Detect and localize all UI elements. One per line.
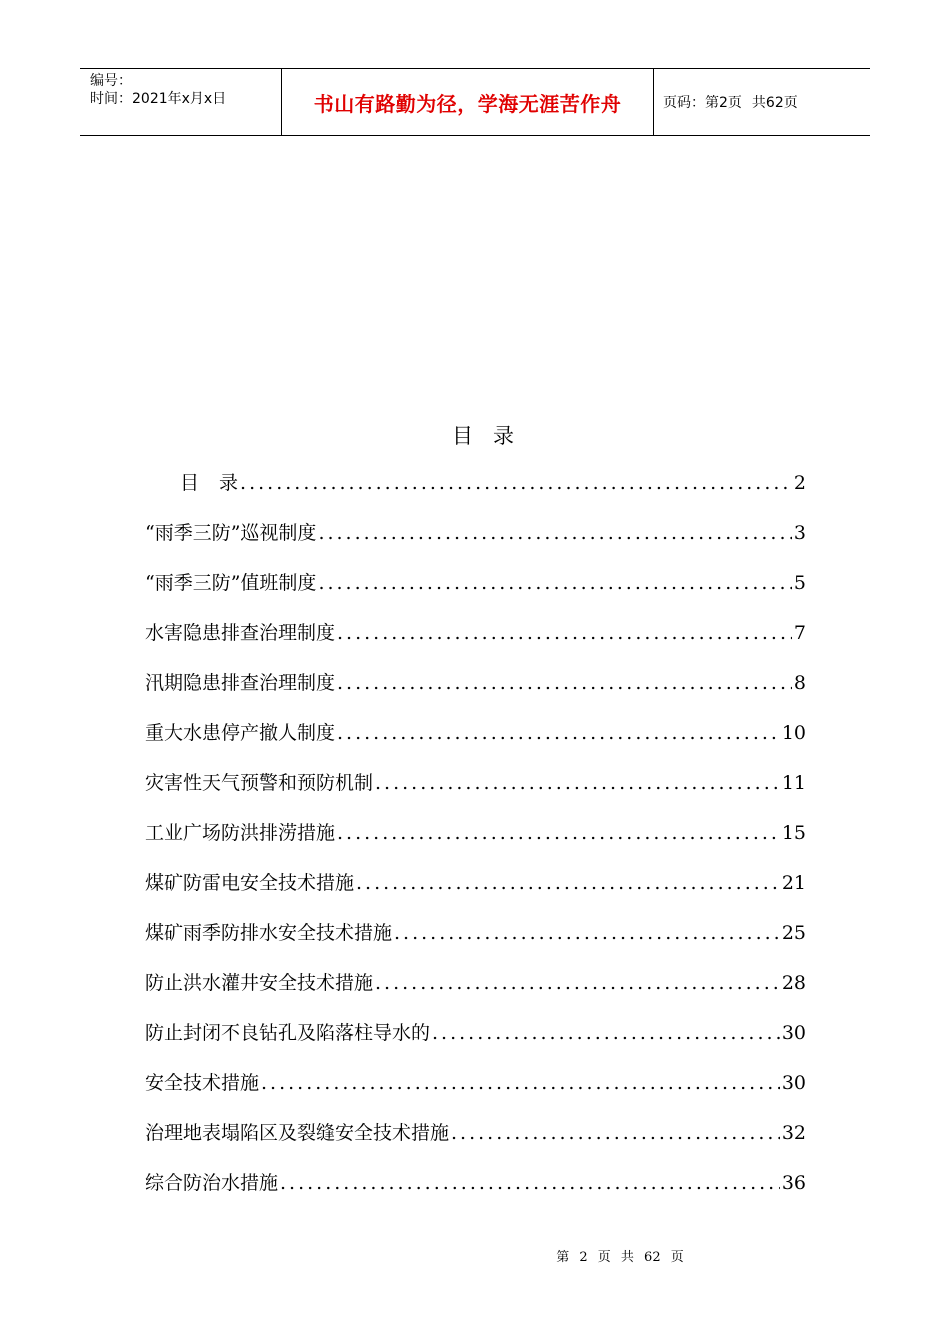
toc-entry-text: 防止洪水灌井安全技术措施 [145, 972, 374, 994]
toc-entry-page: 25 [781, 922, 806, 944]
toc-list [145, 468, 806, 1218]
toc-leader-dots [318, 572, 791, 594]
toc-entry-text: 汛期隐患排查治理制度 [145, 672, 336, 694]
toc-leader-dots [394, 922, 780, 944]
toc-entry[interactable] [145, 1068, 806, 1118]
toc-entry[interactable] [145, 468, 806, 518]
toc-entry-text: 煤矿防雷电安全技术措施 [145, 872, 355, 894]
toc-entry[interactable] [145, 568, 806, 618]
toc-entry-page: 30 [781, 1072, 806, 1094]
toc-entry[interactable] [145, 918, 806, 968]
toc-entry-page: 11 [781, 772, 806, 794]
toc-leader-dots [280, 1172, 780, 1194]
toc-entry-page: 7 [793, 622, 806, 644]
toc-entry[interactable] [145, 1168, 806, 1218]
toc-entry-text: “雨季三防”巡视制度 [145, 522, 317, 544]
toc-entry-text: 安全技术措施 [145, 1072, 260, 1094]
toc-entry[interactable] [145, 518, 806, 568]
toc-entry-text: 灾害性天气预警和预防机制 [145, 772, 374, 794]
toc-entry[interactable] [145, 668, 806, 718]
time-label: 时间：2021年x月x日 [90, 91, 227, 107]
toc-entry-page: 28 [781, 972, 806, 994]
toc-entry[interactable] [145, 818, 806, 868]
toc-entry-text: 防止封闭不良钻孔及陷落柱导水的 [145, 1022, 431, 1044]
toc-leader-dots [451, 1122, 780, 1144]
toc-entry-page: 2 [793, 472, 806, 494]
page-footer: 第 2 页 共 62 页 [556, 1250, 684, 1265]
toc-entry[interactable] [145, 1118, 806, 1168]
toc-entry[interactable] [145, 968, 806, 1018]
document-header [80, 68, 870, 136]
toc-leader-dots [318, 522, 791, 544]
toc-leader-dots [432, 1022, 780, 1044]
header-motto: 书山有路勤为径，学海无涯苦作舟 [282, 69, 654, 135]
toc-title: 目录 [452, 424, 534, 448]
toc-entry-text: 治理地表塌陷区及裂缝安全技术措施 [145, 1122, 450, 1144]
header-info-cell [80, 69, 282, 135]
toc-entry[interactable] [145, 718, 806, 768]
toc-entry[interactable] [145, 1018, 806, 1068]
toc-entry[interactable] [145, 618, 806, 668]
header-page-cell [654, 69, 870, 135]
toc-leader-dots [356, 872, 780, 894]
toc-entry-page: 36 [781, 1172, 806, 1194]
toc-leader-dots [337, 622, 792, 644]
toc-entry-text: 煤矿雨季防排水安全技术措施 [145, 922, 393, 944]
page-label: 页码：第2页 [663, 95, 742, 111]
toc-entry[interactable] [145, 768, 806, 818]
toc-leader-dots [337, 672, 792, 694]
toc-entry-text: 综合防治水措施 [145, 1172, 279, 1194]
toc-leader-dots [240, 472, 792, 494]
toc-entry-text: 目 录 [180, 472, 239, 494]
toc-entry-page: 32 [781, 1122, 806, 1144]
toc-entry-text: 水害隐患排查治理制度 [145, 622, 336, 644]
toc-entry-page: 30 [781, 1022, 806, 1044]
toc-leader-dots [337, 722, 780, 744]
toc-entry-page: 8 [793, 672, 806, 694]
toc-entry-text: 重大水患停产撤人制度 [145, 722, 336, 744]
toc-leader-dots [261, 1072, 780, 1094]
toc-leader-dots [337, 822, 780, 844]
toc-entry-page: 15 [781, 822, 806, 844]
toc-entry-text: “雨季三防”值班制度 [145, 572, 317, 594]
toc-leader-dots [375, 772, 780, 794]
toc-leader-dots [375, 972, 780, 994]
toc-entry-text: 工业广场防洪排涝措施 [145, 822, 336, 844]
toc-entry-page: 5 [793, 572, 806, 594]
toc-entry-page: 21 [781, 872, 806, 894]
code-label: 编号： [90, 73, 132, 89]
toc-entry-page: 3 [793, 522, 806, 544]
total-pages-label: 共62页 [751, 95, 798, 111]
toc-entry[interactable] [145, 868, 806, 918]
toc-entry-page: 10 [781, 722, 806, 744]
